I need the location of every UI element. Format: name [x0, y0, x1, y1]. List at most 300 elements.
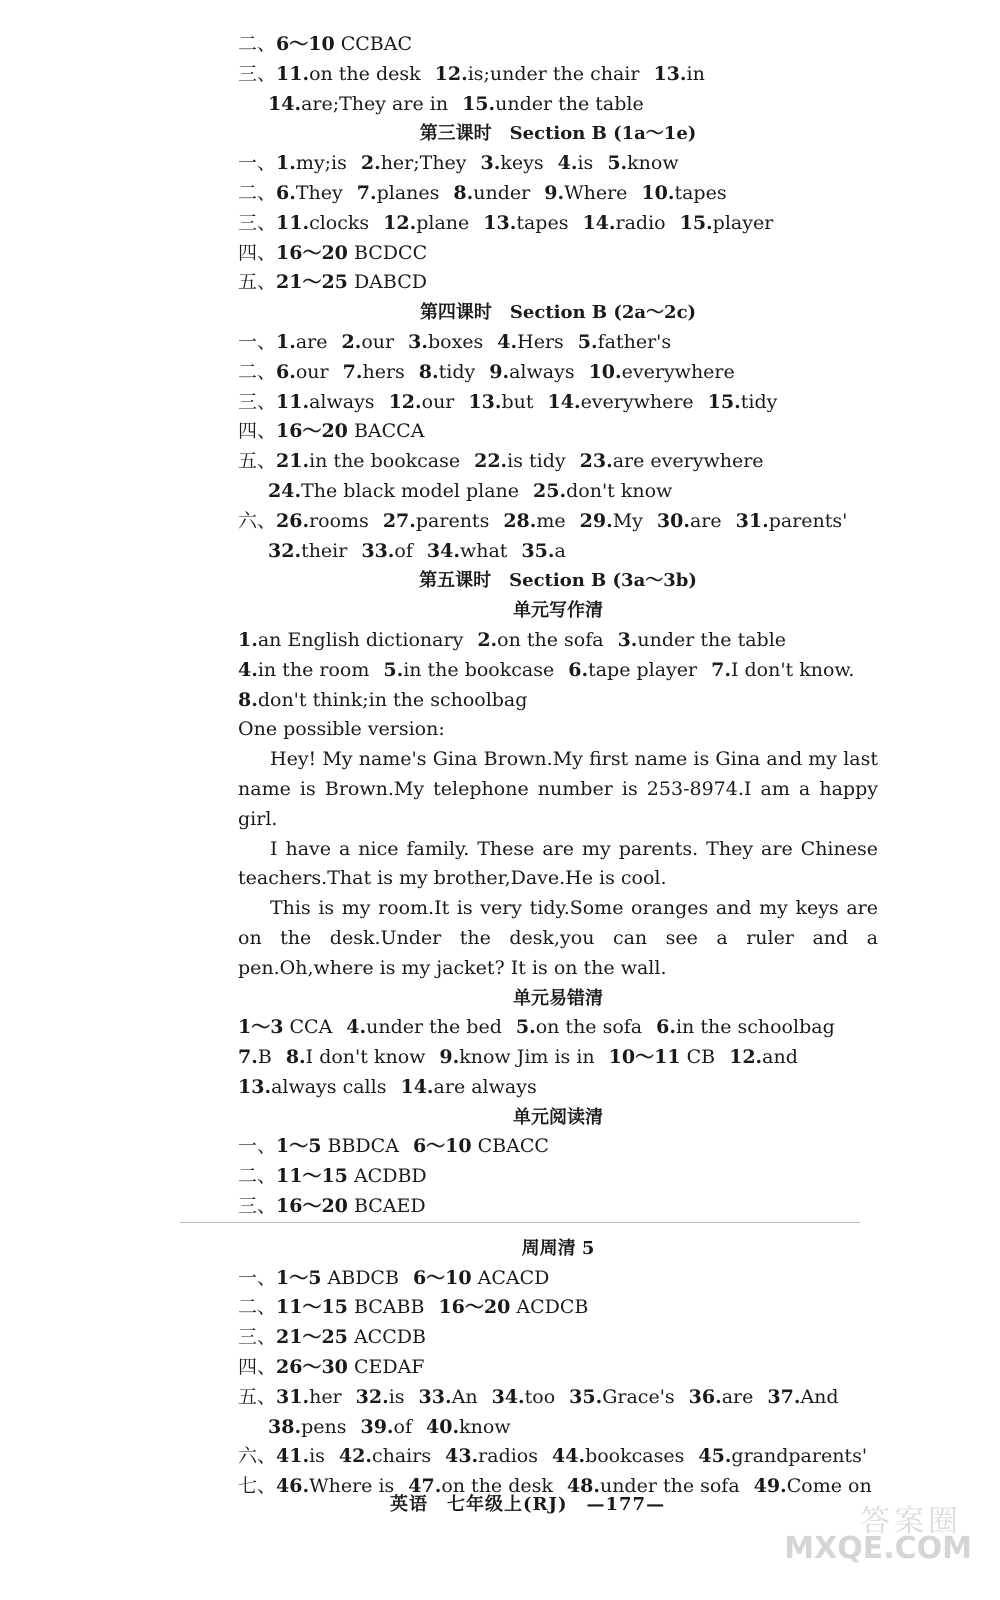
section-heading: 单元阅读清 [513, 1106, 603, 1128]
question-number: 45. [698, 1445, 732, 1468]
section-number: 一、 [238, 152, 277, 175]
answer-line [238, 1264, 878, 1294]
answer-item [389, 391, 455, 413]
answer-item [453, 182, 530, 204]
answer-text: rooms [309, 509, 369, 532]
answer-text: is tidy [507, 450, 566, 473]
question-number: 15. [462, 92, 496, 115]
section-heading: 第五课时 Section B (3a～3b) [419, 570, 697, 592]
answer-text: radio [615, 211, 666, 234]
answer-text: in the bookcase [403, 658, 555, 681]
answer-item [383, 659, 554, 681]
section-number: 四、 [238, 420, 277, 443]
answer-item [468, 391, 533, 413]
answer-text: ABDCB [321, 1266, 399, 1289]
answer-item [276, 1165, 427, 1187]
question-number: 4. [238, 658, 258, 681]
answer-line [238, 30, 878, 60]
answer-item [419, 1386, 478, 1408]
answer-text: keys [500, 152, 544, 175]
answer-text: our [295, 360, 329, 383]
answer-item [582, 212, 665, 234]
answer-item [276, 510, 369, 532]
answer-item [641, 182, 726, 204]
answer-line [238, 328, 878, 358]
answer-item [580, 450, 764, 472]
question-number: 49. [753, 1475, 787, 1498]
answer-text: know [627, 152, 679, 175]
answer-item [268, 540, 347, 562]
answer-item [680, 212, 774, 234]
answer-text: our [421, 390, 455, 413]
answer-item [439, 1046, 594, 1068]
question-number: 9. [439, 1046, 460, 1069]
answer-item [698, 1445, 867, 1467]
answer-text: tidy [438, 360, 476, 383]
answer-line [238, 1323, 878, 1353]
answer-text: under the table [495, 92, 644, 115]
answer-text: An [451, 1385, 478, 1408]
answer-text: ACDCB [510, 1296, 589, 1319]
question-number: 1～3 [238, 1016, 284, 1039]
answer-line [238, 388, 878, 418]
answer-item [238, 718, 445, 740]
answer-item [276, 361, 329, 383]
answer-text: radios [478, 1445, 538, 1468]
question-number: 16～20 [276, 420, 348, 443]
answer-text: our [361, 330, 395, 353]
section-number: 五、 [238, 450, 277, 473]
answer-text: Hers [517, 330, 564, 353]
answer-text: on the sofa [535, 1016, 643, 1039]
answer-text: are everywhere [612, 450, 764, 473]
question-number: 48. [566, 1475, 600, 1498]
question-number: 8. [285, 1046, 306, 1069]
answer-text: an English dictionary [257, 628, 464, 651]
question-number: 7. [238, 1046, 258, 1069]
answer-text: is [309, 1445, 325, 1468]
answer-item [361, 540, 413, 562]
answer-text: always [509, 360, 575, 383]
answer-item [383, 212, 469, 234]
section-number: 三、 [238, 1195, 277, 1218]
question-number: 24. [268, 479, 302, 502]
section-number: 二、 [238, 1296, 277, 1319]
section-number: 三、 [238, 1326, 277, 1349]
answer-item [276, 63, 421, 85]
question-number: 43. [445, 1445, 479, 1468]
section-number: 七、 [238, 1475, 277, 1498]
answer-text: are [721, 1385, 754, 1408]
question-number: 6～10 [276, 33, 335, 55]
answer-item [276, 152, 347, 174]
question-number: 47. [408, 1475, 442, 1498]
answer-item [569, 1386, 675, 1408]
question-number: 6～10 [412, 1266, 472, 1289]
answer-item [516, 1016, 642, 1038]
answer-text: One possible version: [238, 718, 445, 741]
question-number: 38. [268, 1415, 302, 1438]
answer-line [238, 715, 878, 745]
answer-text: B [257, 1046, 272, 1069]
section-number: 二、 [238, 33, 277, 55]
answer-item [481, 152, 544, 174]
section-number: 一、 [238, 330, 277, 353]
answer-text: always calls [271, 1075, 387, 1098]
answer-text: in the schoolbag [675, 1016, 835, 1039]
question-number: 28. [503, 509, 537, 532]
answer-line [238, 1353, 878, 1383]
answer-text: their [301, 539, 348, 562]
section-number: 三、 [238, 62, 277, 85]
question-number: 31. [735, 509, 769, 532]
answer-line [238, 537, 878, 567]
answer-item [474, 450, 566, 472]
question-number: 1. [276, 330, 296, 353]
question-number: 5. [515, 1016, 536, 1039]
answer-item [276, 1445, 325, 1467]
answer-text: CEDAF [347, 1356, 425, 1379]
answer-item [497, 331, 564, 353]
question-number: 7. [342, 360, 363, 383]
answer-item [238, 629, 463, 651]
answer-item [419, 361, 475, 383]
answer-line [238, 1162, 878, 1192]
answer-item [657, 510, 722, 532]
answer-text: everywhere [621, 360, 735, 383]
section-number: 二、 [238, 181, 277, 204]
answer-text: under [473, 181, 531, 204]
answer-line [238, 209, 878, 239]
answer-text: are;They are in [301, 92, 449, 115]
question-number: 2. [477, 628, 498, 651]
section-number: 五、 [238, 1385, 277, 1408]
question-number: 21～25 [276, 1326, 348, 1349]
answer-item [711, 659, 854, 681]
section-heading: 周周清 5 [521, 1237, 595, 1259]
question-number: 6. [568, 658, 589, 681]
answer-text: on the sofa [497, 628, 604, 651]
answer-text: everywhere [580, 390, 694, 413]
answer-line [238, 1043, 878, 1073]
answer-text: under the sofa [599, 1475, 740, 1498]
answer-text: BBDCA [321, 1135, 399, 1158]
answer-text: grandparents' [731, 1445, 868, 1468]
essay-paragraph: I have a nice family. These are my parents. They are Chinese teachers.That is my brother,Dave.He is cool. [238, 837, 878, 890]
answer-line [238, 507, 878, 537]
answer-item [558, 152, 594, 174]
question-number: 14. [582, 211, 616, 234]
question-number: 7. [711, 658, 731, 681]
answer-item [238, 1046, 272, 1068]
watermark [784, 1496, 972, 1566]
answer-item [276, 1135, 399, 1157]
question-number: 9. [544, 181, 565, 204]
question-number: 11. [276, 390, 310, 413]
answer-line [238, 60, 878, 90]
answer-text: in the bookcase [309, 450, 461, 473]
answer-text: in [686, 62, 705, 85]
answer-item [238, 1016, 332, 1038]
answer-item [708, 391, 778, 413]
answer-item [276, 33, 412, 55]
answer-text: a [554, 539, 566, 562]
answer-text: in the room [257, 658, 370, 681]
answer-text: parents [415, 509, 490, 532]
section-number: 四、 [238, 241, 277, 264]
answer-item [276, 1267, 399, 1289]
answer-text: ACACD [471, 1266, 550, 1289]
question-number: 13. [468, 390, 502, 413]
answer-item [413, 1267, 549, 1289]
question-number: 32. [268, 539, 302, 562]
question-number: 12. [383, 211, 417, 234]
answer-text: CBACC [471, 1135, 549, 1158]
answer-line [238, 1383, 878, 1413]
question-number: 32. [355, 1385, 389, 1408]
answer-text: Come on [786, 1475, 872, 1498]
answer-line [238, 239, 878, 269]
question-number: 7. [356, 181, 377, 204]
question-number: 1～5 [276, 1135, 322, 1158]
section-number: 三、 [238, 211, 277, 234]
answer-item [286, 1046, 426, 1068]
answer-text: is;under the chair [467, 62, 640, 85]
question-number: 4. [557, 152, 578, 175]
answer-item [268, 93, 448, 115]
answer-item [276, 391, 375, 413]
question-number: 16～20 [438, 1296, 511, 1319]
answer-line [238, 179, 878, 209]
answer-text: BCDCC [347, 241, 428, 264]
answer-text: Where [564, 181, 628, 204]
answer-text: but [501, 390, 534, 413]
section-number: 一、 [238, 1266, 277, 1289]
answer-item [483, 212, 568, 234]
answer-line [238, 1413, 878, 1443]
answer-line [238, 1442, 878, 1472]
answer-item [736, 510, 848, 532]
answer-line [238, 1293, 878, 1323]
question-number: 2. [341, 330, 362, 353]
answer-text: BACCA [347, 420, 425, 443]
question-number: 6. [656, 1016, 676, 1039]
question-number: 3. [408, 330, 428, 353]
answer-text: my;is [295, 152, 347, 175]
section-heading: 第四课时 Section B (2a～2c) [419, 302, 697, 324]
essay-paragraph: Hey! My name's Gina Brown.My first name is Gina and my last name is Brown.My telephone number is 253-8974.I am a happy girl. [238, 748, 878, 830]
answer-item [346, 1016, 502, 1038]
answer-text: don't know [566, 479, 673, 502]
answer-item [426, 1416, 511, 1438]
answer-text: know Jim is in [459, 1046, 595, 1069]
section-heading: 第三课时 Section B (1a～1e) [419, 123, 697, 145]
answer-text: CCA [283, 1016, 333, 1039]
answer-item [544, 182, 627, 204]
answer-item [276, 450, 460, 472]
answer-text: ACCDB [347, 1326, 426, 1349]
answer-text: are [295, 330, 328, 353]
question-number: 41. [276, 1445, 310, 1468]
answer-item [238, 1076, 386, 1098]
answer-item [357, 182, 440, 204]
question-number: 40. [426, 1415, 460, 1438]
section-number: 六、 [238, 1445, 277, 1468]
answer-item [656, 1016, 835, 1038]
answer-item [589, 361, 735, 383]
question-number: 5. [607, 152, 628, 175]
question-number: 8. [418, 360, 439, 383]
answer-item [238, 689, 527, 711]
question-number: 6～10 [412, 1135, 472, 1158]
question-number: 39. [360, 1415, 394, 1438]
question-number: 35. [569, 1385, 603, 1408]
answer-item [689, 1386, 754, 1408]
answer-line [238, 656, 878, 686]
answer-text: BCABB [347, 1296, 425, 1319]
question-number: 42. [338, 1445, 372, 1468]
question-number: 16～20 [276, 1195, 348, 1218]
answer-text: The black model plane [301, 479, 520, 502]
answer-text: My [612, 509, 643, 532]
question-number: 31. [276, 1385, 310, 1408]
question-number: 1. [276, 152, 296, 175]
question-number: 16～20 [276, 241, 348, 264]
answer-line [238, 1073, 878, 1103]
answer-item [360, 1416, 412, 1438]
answer-item [754, 1475, 872, 1497]
answer-item [445, 1445, 538, 1467]
essay-paragraph: This is my room.It is very tidy.Some oranges and my keys are on the desk.Under the desk,you can see a ruler and a pen.Oh,where is my jacket? It is on the wall. [238, 897, 878, 979]
answer-line [238, 477, 878, 507]
answer-line [238, 268, 878, 298]
answer-item [276, 182, 343, 204]
answer-text: her [309, 1385, 342, 1408]
answer-item [361, 152, 467, 174]
question-number: 6. [276, 360, 296, 383]
answer-line [238, 447, 878, 477]
question-number: 34. [426, 539, 460, 562]
answer-item [276, 212, 369, 234]
question-number: 22. [474, 450, 508, 473]
answer-text: and [762, 1046, 798, 1069]
question-number: 13. [483, 211, 517, 234]
answer-text: tidy [740, 390, 778, 413]
answer-text: under the bed [366, 1016, 502, 1039]
answer-item [580, 510, 643, 532]
answer-item [238, 659, 369, 681]
answer-line [238, 90, 878, 120]
answer-item [607, 152, 678, 174]
question-number: 21～25 [276, 271, 348, 294]
answer-item [477, 629, 603, 651]
answer-text: father's [597, 330, 672, 353]
question-number: 10～11 [608, 1046, 681, 1069]
answer-text: of [394, 539, 413, 562]
answer-item [568, 659, 697, 681]
answer-text: are always [433, 1075, 537, 1098]
question-number: 4. [346, 1016, 367, 1039]
answer-item [533, 480, 672, 502]
answer-text: don't think;in the schoolbag [257, 688, 528, 711]
answer-line [238, 1132, 878, 1162]
answer-item [276, 1475, 394, 1497]
answer-text: hers [362, 360, 405, 383]
question-number: 37. [767, 1385, 801, 1408]
question-number: 5. [383, 658, 404, 681]
answer-line [238, 149, 878, 179]
answer-item [618, 629, 786, 651]
answer-text: I don't know [305, 1046, 426, 1069]
section-divider [180, 1222, 860, 1223]
question-number: 8. [238, 688, 258, 711]
question-number: 35. [521, 539, 555, 562]
answer-item [521, 540, 565, 562]
watermark-text: MXQE.COM [784, 1531, 972, 1566]
question-number: 1. [238, 628, 258, 651]
question-number: 21. [276, 450, 310, 473]
answer-text: is [388, 1385, 405, 1408]
section-number: 二、 [238, 1165, 277, 1188]
answer-item [276, 331, 328, 353]
answer-item [729, 1046, 798, 1068]
question-number: 14. [547, 390, 581, 413]
question-number: 26～30 [276, 1356, 348, 1379]
answer-text: chairs [371, 1445, 432, 1468]
answer-item [427, 540, 508, 562]
answer-item [552, 1445, 684, 1467]
question-number: 14. [400, 1075, 434, 1098]
answer-text: clocks [309, 211, 370, 234]
answer-text: Grace's [602, 1385, 675, 1408]
answer-item [276, 1326, 426, 1348]
section-number: 五、 [238, 271, 277, 294]
question-number: 5. [577, 330, 598, 353]
page-footer: 英语 七年级上(RJ) —177— [390, 1494, 666, 1515]
question-number: 1～5 [276, 1266, 322, 1289]
answer-text: I don't know. [730, 658, 855, 681]
answer-text: Where is [309, 1475, 395, 1498]
answer-text: tapes [674, 181, 727, 204]
watermark-logo: 答案圈 [860, 1504, 962, 1539]
answer-line [238, 1013, 878, 1043]
answer-item [276, 1356, 424, 1378]
answer-text: her;They [380, 152, 467, 175]
question-number: 34. [491, 1385, 525, 1408]
answer-item [435, 63, 640, 85]
answer-line [238, 358, 878, 388]
answer-item [268, 1416, 346, 1438]
question-number: 12. [434, 62, 468, 85]
question-number: 36. [688, 1385, 722, 1408]
question-number: 12. [388, 390, 422, 413]
answer-text: me [536, 509, 566, 532]
answer-page [238, 30, 878, 1502]
answer-text: under the table [637, 628, 787, 651]
answer-text: tapes [516, 211, 569, 234]
answer-item [653, 63, 704, 85]
answer-item [343, 361, 405, 383]
answer-item [276, 1195, 426, 1217]
answer-item [276, 420, 424, 442]
answer-text: And [800, 1385, 839, 1408]
question-number: 27. [382, 509, 416, 532]
question-number: 3. [617, 628, 638, 651]
answer-text: know [459, 1415, 511, 1438]
answer-item [578, 331, 671, 353]
question-number: 10. [588, 360, 622, 383]
answer-text: of [393, 1415, 413, 1438]
